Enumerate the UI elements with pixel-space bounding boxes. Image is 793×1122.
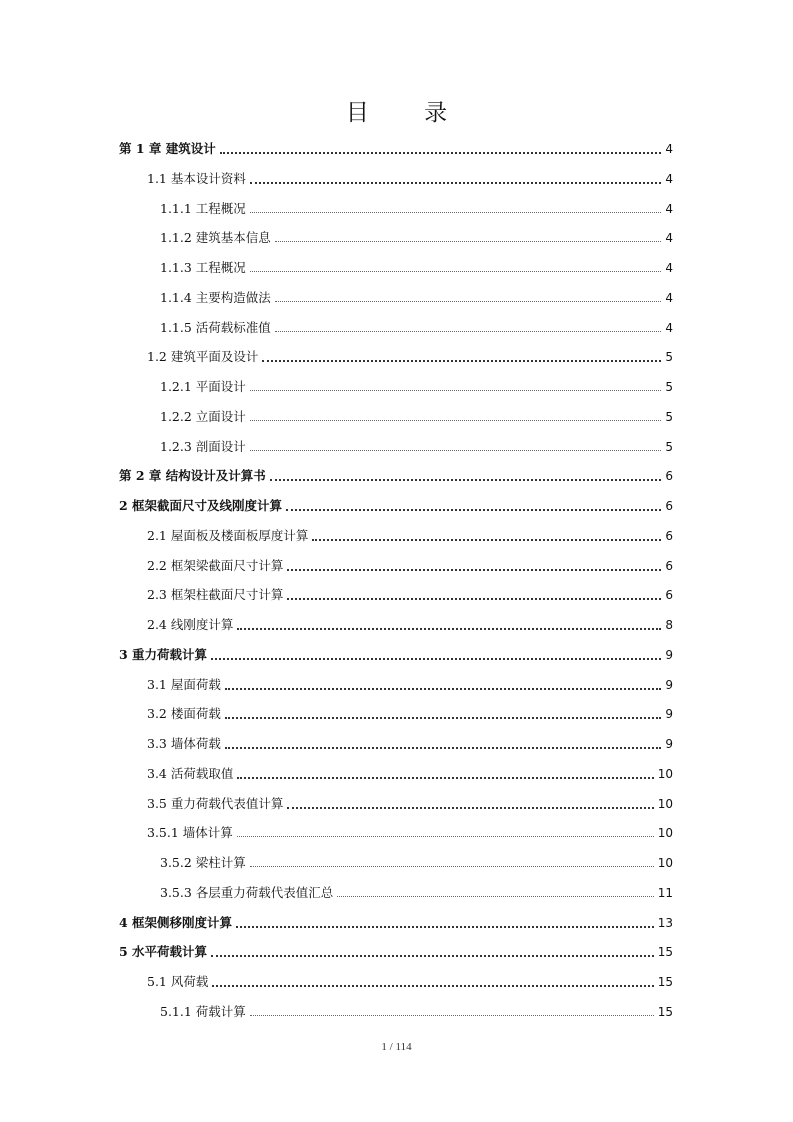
toc-dot-leader (286, 497, 661, 511)
toc-entry[interactable] (160, 405, 673, 425)
toc-entry[interactable] (147, 970, 673, 990)
toc-page-number: 6 (665, 469, 673, 484)
toc-entry-title: 第 2 章 结构设计及计算书 (119, 468, 266, 484)
toc-page-number: 4 (665, 201, 673, 216)
toc-entry-title: 3.5 重力荷载代表值计算 (147, 795, 284, 811)
toc-entry[interactable] (160, 1000, 673, 1020)
toc-dot-leader (287, 557, 661, 571)
toc-entry-title: 3.1 屋面荷载 (147, 676, 221, 692)
toc-entry-title: 3.5.2 梁柱计算 (160, 855, 246, 870)
toc-entry-title: 3.3 墙体荷载 (147, 736, 221, 751)
toc-page-number: 10 (657, 766, 673, 781)
toc-entry-title: 2.2 框架梁截面尺寸计算 (147, 557, 284, 573)
toc-entry[interactable] (119, 464, 673, 484)
toc-dot-leader (275, 319, 662, 332)
toc-entry-title: 1.2.2 立面设计 (160, 408, 246, 424)
toc-entry-title: 5.1.1 荷载计算 (160, 1003, 246, 1019)
toc-entry-title: 2.3 框架柱截面尺寸计算 (147, 587, 284, 603)
toc-entry[interactable] (147, 167, 673, 187)
toc-page-number: 15 (657, 975, 673, 989)
toc-entry-title: 1.1.5 活荷载标准值 (160, 319, 271, 335)
toc-entry-title: 1.1.2 建筑基本信息 (160, 230, 271, 246)
toc-entry[interactable] (119, 137, 673, 157)
toc-page-number: 6 (665, 528, 673, 543)
toc-entry-title: 3.4 活荷载取值 (147, 765, 234, 781)
toc-page-number: 15 (657, 1004, 673, 1019)
toc-entry-title: 2.4 线刚度计算 (147, 617, 234, 632)
toc-dot-leader (250, 438, 662, 451)
toc-dot-leader (262, 348, 661, 362)
toc-entry-title: 1.1.4 主要构造做法 (160, 289, 271, 305)
toc-entry-title: 3 重力荷载计算 (119, 646, 208, 662)
toc-page-number: 9 (665, 707, 673, 722)
toc-dot-leader (237, 616, 661, 630)
toc-entry[interactable] (160, 197, 673, 217)
toc-dot-leader (250, 200, 662, 213)
page-title: 目 录 (345, 100, 472, 126)
toc-page-number: 15 (657, 945, 673, 960)
toc-entry[interactable] (147, 613, 673, 633)
toc-page-number: 4 (665, 231, 673, 246)
toc-entry[interactable] (147, 554, 673, 574)
toc-page-number: 8 (665, 618, 673, 632)
toc-dot-leader (236, 914, 654, 928)
toc-dot-leader (225, 705, 662, 719)
toc-dot-leader (312, 527, 661, 541)
toc-entry-title: 1.1.1 工程概况 (160, 200, 246, 216)
toc-page-number: 4 (665, 142, 673, 156)
toc-dot-leader (211, 943, 654, 957)
toc-page-number: 4 (665, 320, 673, 335)
toc-dot-leader (250, 378, 662, 391)
toc-page-number: 6 (665, 558, 673, 573)
toc-dot-leader (225, 676, 662, 690)
toc-page-number: 6 (665, 588, 673, 603)
toc-entry-title: 2 框架截面尺寸及线刚度计算 (119, 498, 283, 513)
toc-entry[interactable] (147, 524, 673, 544)
toc-entry-title: 2.1 屋面板及楼面板厚度计算 (147, 527, 309, 543)
toc-dot-leader (237, 824, 654, 837)
toc-dot-leader (250, 170, 662, 184)
toc-dot-leader (270, 467, 662, 481)
toc-entry[interactable] (160, 881, 673, 901)
toc-entry[interactable] (160, 851, 673, 871)
toc-page-number: 5 (665, 350, 673, 365)
toc-page-number: 4 (665, 171, 673, 186)
toc-entry[interactable] (119, 643, 673, 663)
toc-entry-title: 1.2.3 剖面设计 (160, 438, 246, 454)
toc-dot-leader (275, 289, 662, 302)
toc-dot-leader (220, 140, 662, 154)
toc-entry-title: 4 框架侧移刚度计算 (119, 914, 233, 930)
toc-entry[interactable] (119, 940, 673, 960)
toc-entry[interactable] (147, 821, 673, 841)
toc-entry[interactable] (160, 226, 673, 246)
toc-entry-title: 1.2 建筑平面及设计 (147, 349, 259, 365)
toc-page-number: 9 (665, 647, 673, 662)
toc-page-number: 4 (665, 290, 673, 305)
toc-entry[interactable] (147, 792, 673, 812)
toc-entry-title: 3.5.3 各层重力荷载代表值汇总 (160, 884, 334, 900)
toc-entry[interactable] (147, 673, 673, 693)
toc-dot-leader (250, 408, 662, 421)
toc-entry[interactable] (147, 583, 673, 603)
toc-entry[interactable] (160, 375, 673, 395)
toc-dot-leader (287, 795, 653, 809)
toc-dot-leader (250, 854, 654, 867)
toc-page-number: 11 (657, 885, 673, 900)
toc-dot-leader (250, 259, 662, 272)
toc-entry[interactable] (147, 702, 673, 722)
toc-dot-leader (337, 884, 653, 897)
toc-page-number: 10 (657, 826, 673, 841)
toc-page-number: 10 (657, 856, 673, 870)
toc-entry[interactable] (160, 316, 673, 336)
toc-page-number: 10 (657, 796, 673, 811)
toc-page-number: 5 (665, 409, 673, 424)
toc-page-number: 9 (665, 677, 673, 692)
toc-entry-title: 第 1 章 建筑设计 (119, 141, 216, 156)
toc-entry[interactable] (160, 286, 673, 306)
toc-entry-title: 1.2.1 平面设计 (160, 379, 246, 394)
toc-page-number: 9 (665, 737, 673, 751)
toc-dot-leader (212, 973, 653, 987)
toc-dot-leader (237, 765, 653, 779)
toc-entry-title: 5.1 风荷载 (147, 974, 209, 989)
toc-entry-title: 5 水平荷载计算 (119, 944, 208, 960)
toc-entry-title: 3.5.1 墙体计算 (147, 825, 233, 841)
toc-entry-title: 3.2 楼面荷载 (147, 706, 221, 722)
toc-entry[interactable] (147, 762, 673, 782)
toc-entry[interactable] (147, 345, 673, 365)
toc-entry[interactable] (119, 911, 673, 931)
toc-entry[interactable] (147, 732, 673, 752)
toc-page-number: 5 (665, 439, 673, 454)
toc-dot-leader (250, 1003, 654, 1016)
page-number-footer: 1 / 114 (381, 1041, 412, 1053)
toc-page-number: 6 (665, 499, 673, 513)
toc-dot-leader (211, 646, 661, 660)
toc-page-number: 13 (657, 915, 673, 930)
toc-dot-leader (225, 735, 662, 749)
toc-dot-leader (287, 586, 661, 600)
toc-dot-leader (275, 229, 662, 242)
toc-entry[interactable] (160, 256, 673, 276)
toc-entry-title: 1.1.3 工程概况 (160, 260, 246, 275)
toc-page-number: 4 (665, 261, 673, 275)
toc-entry-title: 1.1 基本设计资料 (147, 170, 246, 186)
toc-entry[interactable] (119, 494, 673, 514)
toc-entry[interactable] (160, 435, 673, 455)
toc-page-number: 5 (665, 380, 673, 394)
